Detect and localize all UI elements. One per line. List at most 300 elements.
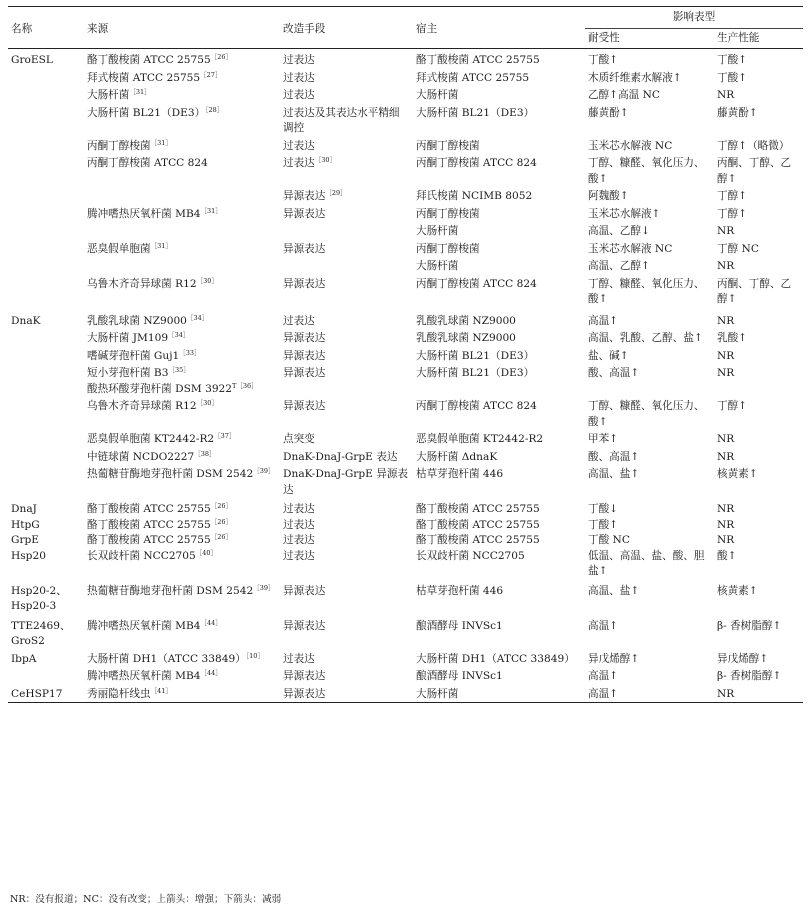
source-cell	[84, 86, 280, 104]
tolerance-text: 丁醇、糠醛、氧化压力、酸↑	[588, 277, 705, 305]
source-ref: ［31］	[129, 88, 151, 96]
host-cell	[413, 222, 585, 240]
method-cell	[280, 549, 413, 580]
table-row	[8, 498, 803, 518]
tolerance-text: 高温↑	[588, 314, 619, 327]
tolerance-text: 高温↑	[588, 687, 619, 700]
source-text: 热葡糖苷酶地芽孢杆菌 DSM 2542	[87, 584, 254, 597]
source-cell	[84, 137, 280, 155]
production-cell	[714, 49, 803, 69]
method-cell	[280, 222, 413, 240]
production-text: NR	[717, 503, 735, 515]
host-cell	[413, 498, 585, 518]
production-text: NR	[717, 225, 735, 237]
protein-name-cell	[8, 549, 84, 580]
production-cell	[714, 498, 803, 518]
source-ref: ［10］	[245, 651, 264, 660]
tolerance-text: 酸、高温↑	[588, 367, 640, 379]
production-text: 丁酸↑	[717, 71, 748, 84]
source-cell	[84, 498, 280, 518]
source-ref: ［34］	[168, 331, 190, 339]
source-cell	[84, 205, 280, 223]
tolerance-cell	[585, 329, 714, 347]
production-text: NR	[717, 260, 735, 272]
source-text: 乳酸乳球菌 NZ9000	[87, 314, 187, 327]
host-cell	[413, 187, 585, 205]
method-cell	[280, 430, 413, 448]
table-row	[8, 308, 803, 330]
source-text: 大肠杆菌	[87, 89, 130, 101]
tolerance-text: 高温、盐↑	[588, 468, 640, 480]
production-text: 异戊烯醇↑	[717, 652, 769, 665]
source-text: 乌鲁木齐奇异球菌 R12	[87, 400, 197, 412]
method-cell	[280, 104, 413, 137]
source-text: 乌鲁木齐奇异球菌 R12	[87, 277, 197, 290]
protein-name: DnaJ	[11, 503, 37, 515]
table-body	[8, 49, 803, 703]
host-text: 大肠杆菌	[416, 225, 459, 237]
tolerance-cell	[585, 69, 714, 87]
source-ref: ［26］	[210, 517, 233, 526]
tolerance-text: 木质纤维素水解液↑	[588, 71, 682, 84]
tolerance-cell	[585, 222, 714, 240]
host-cell	[413, 615, 585, 650]
header-source: 来源	[84, 7, 280, 49]
method-text: 异源表达	[283, 349, 326, 362]
method-text: 异源表达	[283, 584, 326, 597]
table-row	[8, 137, 803, 155]
production-cell	[714, 465, 803, 498]
production-text: 丁醇 NC	[717, 242, 759, 255]
production-cell	[714, 650, 803, 668]
source-text: 丙酮丁醇梭菌 ATCC 824	[87, 157, 208, 169]
table-row	[8, 49, 803, 69]
source-ref: ［35］	[168, 366, 190, 374]
source-cell	[84, 549, 280, 580]
host-text: 酪丁酸梭菌 ATCC 25755	[416, 534, 540, 546]
source-ref: ［41］	[150, 686, 172, 695]
production-text: 丁醇↑	[717, 190, 748, 202]
source-text: 腾冲嗜热厌氧杆菌 MB4	[87, 670, 201, 682]
header-name: 名称	[8, 7, 84, 49]
production-cell	[714, 257, 803, 275]
source-ref: ［30］	[196, 399, 218, 407]
production-cell	[714, 364, 803, 397]
host-text: 枯草芽孢杆菌 446	[416, 584, 504, 597]
protein-name-cell	[8, 685, 84, 703]
production-text: 丁醇↑	[717, 400, 748, 412]
source-cell	[84, 685, 280, 703]
source-ref: ［28］	[205, 105, 224, 114]
host-text: 酪丁酸梭菌 ATCC 25755	[416, 54, 540, 66]
protein-name-cell	[8, 308, 84, 499]
host-text: 丙酮丁醇梭菌	[416, 207, 480, 220]
host-text: 丙酮丁醇梭菌	[416, 242, 480, 255]
production-cell	[714, 187, 803, 205]
source-ref: ［26］	[210, 53, 233, 61]
tolerance-text: 异戊烯醇↑	[588, 652, 640, 665]
method-cell	[280, 205, 413, 223]
protein-name-cell	[8, 533, 84, 549]
source-cell	[84, 275, 280, 308]
table-row	[8, 430, 803, 448]
method-text: 过表达	[283, 549, 315, 562]
host-cell	[413, 86, 585, 104]
source-text: 恶臭假单胞菌	[87, 242, 151, 255]
tolerance-cell	[585, 257, 714, 275]
method-text: 异源表达	[283, 277, 326, 290]
method-cell	[280, 498, 413, 518]
protein-name-cell	[8, 650, 84, 685]
protein-name: Hsp20	[11, 549, 46, 562]
production-cell	[714, 580, 803, 615]
source-ref: ［34］	[186, 313, 209, 322]
method-text: 异源表达	[283, 190, 326, 202]
source-ref: ［39］	[253, 583, 275, 592]
tolerance-cell	[585, 308, 714, 330]
production-text: 核黄素↑	[717, 468, 758, 480]
tolerance-text: 甲苯↑	[588, 433, 619, 445]
source-cell	[84, 615, 280, 650]
source-ref: ［37］	[214, 432, 236, 440]
method-cell	[280, 329, 413, 347]
production-cell	[714, 275, 803, 308]
method-text: 过表达	[283, 139, 315, 152]
method-cell	[280, 615, 413, 650]
tolerance-text: 丁酸↓	[588, 503, 619, 515]
host-cell	[413, 275, 585, 308]
protein-name: TTE2469、GroS2	[11, 619, 71, 647]
source-ref: ［26］	[210, 502, 233, 510]
method-text: 过表达	[283, 157, 315, 169]
tolerance-text: 酸、高温↑	[588, 450, 640, 463]
host-text: 乳酸乳球菌 NZ9000	[416, 332, 516, 344]
production-cell	[714, 685, 803, 703]
source-text: 短小芽孢杆菌 B3	[87, 367, 169, 379]
production-text: 藤黄酚↑	[717, 106, 758, 119]
method-text: 过表达	[283, 503, 315, 515]
tolerance-text: 高温、盐↑	[588, 584, 640, 597]
tolerance-cell	[585, 549, 714, 580]
protein-name: DnaK	[11, 314, 41, 327]
tolerance-cell	[585, 49, 714, 69]
method-cell	[280, 308, 413, 330]
production-cell	[714, 69, 803, 87]
source-text: 秀丽隐杆线虫	[87, 687, 151, 700]
source-ref: ［44］	[200, 669, 222, 677]
host-cell	[413, 685, 585, 703]
host-text: 长双歧杆菌 NCC2705	[416, 549, 525, 562]
protein-name-cell	[8, 498, 84, 518]
tolerance-cell	[585, 465, 714, 498]
tolerance-cell	[585, 275, 714, 308]
tolerance-cell	[585, 667, 714, 685]
method-text: 过表达	[283, 314, 315, 327]
source-text-2: 酸热环酸芽孢杆菌 DSM 3922	[87, 382, 233, 395]
production-text: 核黄素↑	[717, 584, 758, 597]
source-cell	[84, 104, 280, 137]
production-text: 丁醇↑	[717, 207, 748, 220]
host-text: 大肠杆菌	[416, 89, 459, 101]
tolerance-cell	[585, 347, 714, 365]
tolerance-cell	[585, 154, 714, 187]
production-text: NR	[717, 89, 735, 101]
method-cell	[280, 257, 413, 275]
method-ref: ［29］	[325, 189, 347, 197]
production-cell	[714, 667, 803, 685]
tolerance-text: 高温↑	[588, 619, 619, 632]
protein-name-cell	[8, 49, 84, 308]
production-cell	[714, 615, 803, 650]
production-text: NR	[717, 518, 735, 531]
table-row	[8, 465, 803, 498]
host-cell	[413, 69, 585, 87]
tolerance-text: 低温、高温、盐、酸、胆盐↑	[588, 549, 705, 577]
production-text: 酸↑	[717, 549, 737, 562]
tolerance-text: 丁酸 NC	[588, 534, 630, 546]
source-cell	[84, 49, 280, 69]
source-ref: ［31］	[150, 138, 172, 147]
source-ref: ［40］	[195, 548, 218, 557]
production-text: 丙酮、丁醇、乙醇↑	[717, 157, 792, 185]
host-cell	[413, 580, 585, 615]
table-row	[8, 347, 803, 365]
tolerance-cell	[585, 615, 714, 650]
source-text: 嗜碱芽孢杆菌 Guj1	[87, 349, 180, 362]
source-ref: ［26］	[210, 533, 233, 541]
header-phenotype: 影响表型	[585, 7, 803, 29]
table-row	[8, 549, 803, 580]
production-cell	[714, 154, 803, 187]
source-text: 丙酮丁醇梭菌	[87, 139, 151, 152]
method-cell	[280, 86, 413, 104]
host-text: 枯草芽孢杆菌 446	[416, 468, 504, 480]
table-row	[8, 533, 803, 549]
method-cell	[280, 154, 413, 187]
tolerance-cell	[585, 86, 714, 104]
production-text: 丁醇↑（略微）	[717, 139, 790, 152]
method-cell	[280, 465, 413, 498]
table-row	[8, 222, 803, 240]
host-text: 酿酒酵母 INVSc1	[416, 619, 503, 632]
table-row	[8, 205, 803, 223]
header-row-1	[8, 7, 803, 29]
production-text: NR	[717, 687, 735, 700]
table-row	[8, 69, 803, 87]
source-text: 热葡糖苷酶地芽孢杆菌 DSM 2542	[87, 468, 254, 480]
tolerance-text: 高温、乙醇↓	[588, 225, 650, 237]
method-text: 点突变	[283, 433, 315, 445]
method-cell	[280, 580, 413, 615]
source-cell	[84, 364, 280, 397]
source-text: 酪丁酸梭菌 ATCC 25755	[87, 534, 211, 546]
tolerance-cell	[585, 364, 714, 397]
host-cell	[413, 667, 585, 685]
tolerance-cell	[585, 518, 714, 534]
method-text: DnaK-DnaJ-GrpE 异源表达	[283, 468, 409, 496]
production-text: NR	[717, 433, 735, 445]
source-ref: ［39］	[253, 467, 275, 475]
tolerance-text: 高温、乙醇↑	[588, 260, 650, 272]
host-text: 大肠杆菌	[416, 260, 459, 272]
production-text: β- 香树脂醇↑	[717, 619, 782, 632]
host-cell	[413, 533, 585, 549]
protein-name: Hsp20-2、Hsp20-3	[11, 584, 67, 612]
source-cell	[84, 329, 280, 347]
source-cell	[84, 518, 280, 534]
source-cell	[84, 667, 280, 685]
tolerance-text: 藤黄酚↑	[588, 106, 629, 119]
source-cell	[84, 222, 280, 240]
table-row	[8, 518, 803, 534]
table-row	[8, 580, 803, 615]
host-text: 酪丁酸梭菌 ATCC 25755	[416, 518, 540, 531]
tolerance-text: 丁酸↑	[588, 518, 619, 531]
production-text: 丙酮、丁醇、乙醇↑	[717, 277, 792, 305]
tolerance-text: 高温、乳酸、乙醇、盐↑	[588, 332, 703, 344]
tolerance-cell	[585, 685, 714, 703]
production-cell	[714, 222, 803, 240]
source-cell	[84, 448, 280, 466]
host-cell	[413, 137, 585, 155]
method-cell	[280, 518, 413, 534]
host-cell	[413, 308, 585, 330]
host-text: 拜式梭菌 ATCC 25755	[416, 71, 530, 84]
table-row	[8, 364, 803, 397]
source-ref: ［31］	[150, 241, 172, 250]
production-cell	[714, 240, 803, 258]
source-cell	[84, 533, 280, 549]
production-cell	[714, 347, 803, 365]
host-text: 大肠杆菌 ΔdnaK	[416, 450, 498, 463]
table-row	[8, 397, 803, 430]
header-production: 生产性能	[714, 28, 803, 49]
table-row	[8, 685, 803, 703]
source-ref: ［31］	[200, 206, 222, 215]
method-text: 过表达	[283, 518, 315, 531]
header-host: 宿主	[413, 7, 585, 49]
source-cell	[84, 240, 280, 258]
table-row	[8, 240, 803, 258]
table-row	[8, 187, 803, 205]
host-cell	[413, 49, 585, 69]
production-cell	[714, 86, 803, 104]
host-cell	[413, 205, 585, 223]
production-cell	[714, 329, 803, 347]
host-cell	[413, 364, 585, 397]
source-cell	[84, 347, 280, 365]
host-cell	[413, 240, 585, 258]
production-text: NR	[717, 534, 735, 546]
tolerance-text: 丁醇、糠醛、氧化压力、酸↑	[588, 157, 705, 185]
source-ref-2: T［36］	[232, 381, 258, 390]
source-ref: ［27］	[200, 70, 222, 79]
method-text: 过表达	[283, 534, 315, 546]
host-text: 丙酮丁醇梭菌 ATCC 824	[416, 277, 537, 290]
host-text: 乳酸乳球菌 NZ9000	[416, 314, 516, 327]
host-cell	[413, 549, 585, 580]
table-row	[8, 86, 803, 104]
production-cell	[714, 549, 803, 580]
source-text: 大肠杆菌 JM109	[87, 332, 169, 344]
table-row	[8, 257, 803, 275]
tolerance-cell	[585, 430, 714, 448]
production-text: NR	[717, 450, 735, 463]
table-row	[8, 615, 803, 650]
production-cell	[714, 430, 803, 448]
source-cell	[84, 580, 280, 615]
method-text: DnaK-DnaJ-GrpE 表达	[283, 450, 398, 463]
method-cell	[280, 667, 413, 685]
method-cell	[280, 347, 413, 365]
protein-name: HtpG	[11, 518, 40, 531]
source-cell	[84, 465, 280, 498]
host-text: 恶臭假单胞菌 KT2442-R2	[416, 433, 544, 445]
method-cell	[280, 69, 413, 87]
production-cell	[714, 533, 803, 549]
method-text: 过表达	[283, 71, 315, 84]
method-cell	[280, 685, 413, 703]
host-text: 酪丁酸梭菌 ATCC 25755	[416, 503, 540, 515]
footnote: NR：没有报道；NC：没有改变；上箭头：增强；下箭头：减弱	[10, 894, 282, 905]
method-text: 异源表达	[283, 207, 326, 220]
source-text: 大肠杆菌 DH1（ATCC 33849）	[87, 652, 246, 665]
header-tolerance: 耐受性	[585, 28, 714, 49]
tolerance-text: 盐、碱↑	[588, 349, 629, 362]
protein-name: CeHSP17	[11, 687, 63, 700]
table-row	[8, 650, 803, 668]
tolerance-cell	[585, 137, 714, 155]
host-text: 丙酮丁醇梭菌 ATCC 824	[416, 157, 537, 169]
source-cell	[84, 154, 280, 187]
production-cell	[714, 448, 803, 466]
source-cell	[84, 257, 280, 275]
host-cell	[413, 518, 585, 534]
method-cell	[280, 650, 413, 668]
table-row	[8, 329, 803, 347]
method-text: 过表达	[283, 89, 315, 101]
method-cell	[280, 397, 413, 430]
host-cell	[413, 465, 585, 498]
protein-name-cell	[8, 580, 84, 615]
tolerance-text: 丁酸↑	[588, 54, 619, 66]
source-text: 酪丁酸梭菌 ATCC 25755	[87, 54, 211, 66]
source-ref: ［38］	[194, 449, 216, 458]
production-cell	[714, 397, 803, 430]
tolerance-text: 玉米芯水解液↑	[588, 207, 661, 220]
method-text: 异源表达	[283, 670, 326, 682]
protein-name: GrpE	[11, 534, 40, 546]
protein-name-cell	[8, 518, 84, 534]
source-text: 中链球菌 NCDO2227	[87, 450, 195, 463]
protein-name-cell	[8, 615, 84, 650]
host-text: 大肠杆菌 BL21（DE3）	[416, 367, 535, 379]
host-text: 大肠杆菌 DH1（ATCC 33849）	[416, 652, 575, 665]
tolerance-cell	[585, 498, 714, 518]
source-text: 恶臭假单胞菌 KT2442-R2	[87, 433, 215, 445]
protein-name: GroESL	[11, 54, 53, 66]
tolerance-cell	[585, 650, 714, 668]
production-cell	[714, 518, 803, 534]
tolerance-cell	[585, 205, 714, 223]
host-text: 大肠杆菌	[416, 687, 459, 700]
production-cell	[714, 104, 803, 137]
tolerance-cell	[585, 240, 714, 258]
method-cell	[280, 364, 413, 397]
tolerance-text: 玉米芯水解液 NC	[588, 242, 673, 255]
source-text: 酪丁酸梭菌 ATCC 25755	[87, 503, 211, 515]
host-text: 丙酮丁醇梭菌 ATCC 824	[416, 400, 537, 412]
